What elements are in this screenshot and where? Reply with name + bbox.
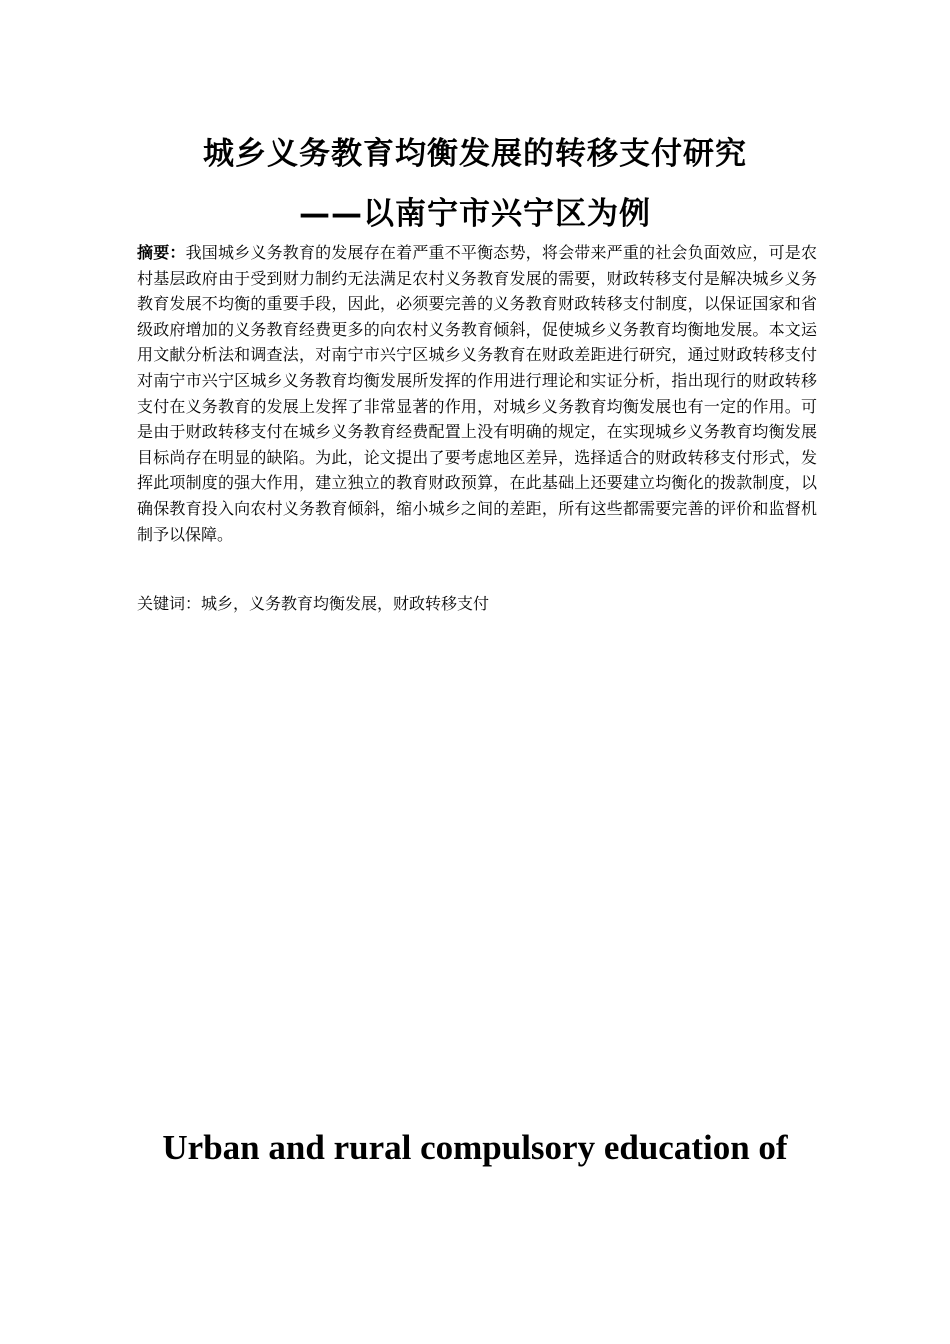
abstract-paragraph — [137, 240, 817, 547]
keywords-label: 关键词： — [137, 594, 202, 613]
keywords-paragraph — [137, 591, 817, 617]
english-title: Urban and rural compulsory education of — [162, 1128, 788, 1167]
abstract-text: 我国城乡义务教育的发展存在着严重不平衡态势，将会带来严重的社会负面效应，可是农村基层政府由于受到财力制约无法满足农村义务教育发展的需要，财政转移支付是解决城乡义务教育发展不均衡的重要手段，因此，必须要完善的义务教育财政转移支付制度，以保证国家和省级政府增加的义务教育经费更多的向农村义务教育倾斜，促使城乡义务教育均衡地发展。本文运用文献分析法和调查法，对南宁市兴宁区城乡义务教育在财政差距进行研究，通过财政转移支付对南宁市兴宁区城乡义务教育均衡发展所发挥的作用进行理论和实证分析，指出现行的财政转移支付在义务教育的发展上发挥了非常显著的作用，对城乡义务教育均衡发展也有一定的作用。可是由于财政转移支付在城乡义务教育经费配置上没有明确的规定，在实现城乡义务教育均衡发展目标尚存在明显的缺陷。为此，论文提出了要考虑地区差异，选择适合的财政转移支付形式，发挥此项制度的强大作用，建立独立的教育财政预算，在此基础上还要建立均衡化的拨款制度，以确保教育投入向农村义务教育倾斜，缩小城乡之间的差距，所有这些都需要完善的评价和监督机制予以保障。 — [137, 243, 817, 544]
keywords-text: 城乡，义务教育均衡发展，财政转移支付 — [201, 594, 490, 613]
document-title: 城乡义务教育均衡发展的转移支付研究 — [203, 136, 747, 172]
abstract-label: 摘要： — [137, 243, 186, 262]
document-subtitle: ——以南宁市兴宁区为例 — [299, 196, 651, 232]
